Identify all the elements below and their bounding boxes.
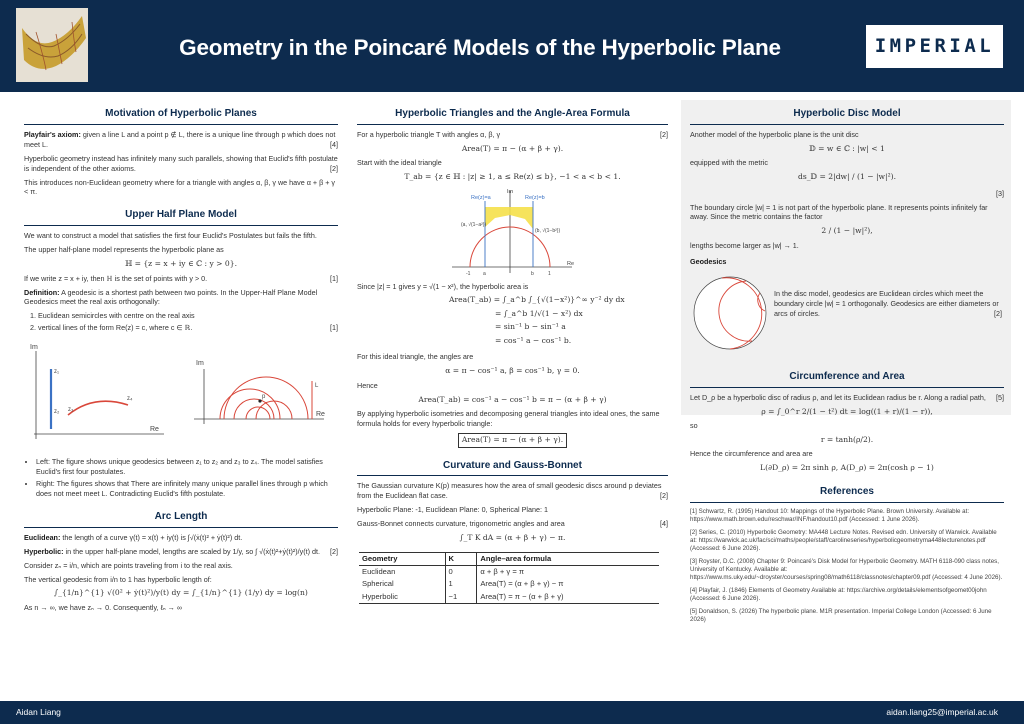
triangles-paragraph: Since |z| = 1 gives y = √(1 − x²), the hyperbolic area is	[357, 281, 529, 291]
column-left	[24, 100, 338, 617]
circumference-title: Circumference and Area	[690, 363, 1004, 388]
column-middle	[357, 100, 668, 604]
table-cell: −1	[445, 591, 477, 604]
table-cell: Area(T) = π − (α + β + γ)	[477, 591, 659, 604]
rho-equation: ρ = ∫_0^r 2/(1 − t²) dt = log((1 + r)/(1 − r)),	[761, 406, 933, 416]
citation: [2]	[330, 546, 338, 556]
reference-item: [4] Playfair, J. (1846) Elements of Geometry Available at: https://archive.org/details/elementsofgeomet00john (Accessed: 6 June 2026).	[690, 587, 987, 603]
final-formula-box	[357, 433, 668, 447]
list-item: 1. Euclidean semicircles with centre on the real axis	[38, 311, 338, 321]
geodesics-paragraph	[774, 289, 1002, 319]
geodesic-list	[24, 311, 338, 333]
circumference-area-equation: L(∂D_ρ) = 2π sinh ρ, A(D_ρ) = 2π(cosh ρ − 1)	[760, 463, 934, 473]
disc-paragraph: lengths become larger as |w| → 1.	[690, 240, 799, 250]
fig-re-label: Re	[150, 426, 159, 434]
uhp-title: Upper Half Plane Model	[24, 201, 338, 226]
geodesics-subtitle: Geodesics	[690, 256, 727, 266]
reference-item: [3] Royster, D.C. (2008) Chapter 9: Poincaré's Disk Model for Hyperbolic Geometry. MATH 6118-090 class notes, University of Kentucky. Available at: https://www.ms.uky.edu/~droyster/courses/spring08/math6118/classnotes/chapter09.pdf (Accessed: 4 June 2026).	[690, 557, 1003, 582]
citation: [2]	[994, 308, 1002, 318]
triangles-title: Hyperbolic Triangles and the Angle-Area Formula	[357, 100, 668, 125]
disc-paragraph: equipped with the metric	[690, 158, 768, 168]
arc-equation: ∫_{1/n}^{1} √(0² + ẏ(t)²)/y(t) dy = ∫_{1/n}^{1} (1/y) dy = log(n)	[54, 588, 308, 598]
hyperbolic-paragraph	[24, 547, 338, 557]
uhp-paragraph	[24, 274, 338, 284]
angles-equation: α = π − cos⁻¹ a, β = cos⁻¹ b, γ = 0.	[445, 366, 580, 376]
ideal-triangle-equation: T_ab = {z ∈ ℍ : |z| ≥ 1, a ≤ Re(z) ≤ b}, −1 < a < b < 1.	[404, 172, 621, 182]
fig-z4-label: z₄	[127, 396, 133, 403]
derivation-line: Area(T_ab) = ∫_a^b ∫_{√(1−x²)}^∞ y⁻² dy dx	[449, 295, 625, 305]
fig-im-label: Im	[507, 188, 514, 195]
fig-b-label: b	[531, 270, 534, 277]
geodesics-text: In the disc model, geodesics are Euclidean circles which meet the boundary circle |w| = 1 orthogonally. Geodesics are either diameters or arcs of circles.	[774, 288, 999, 318]
playfair-paragraph	[24, 130, 338, 150]
arc-paragraph: As n → ∞, we have zₙ → 0. Consequently, ℓₙ → ∞	[24, 602, 182, 612]
euclidean-label: Euclidean:	[24, 532, 61, 542]
fig-z1-label: z₁	[54, 369, 60, 376]
circumference-text: Let D_ρ be a hyperbolic disc of radius ρ, and let its Euclidean radius be r. Along a radial path,	[690, 392, 986, 402]
disc-paragraph: The boundary circle |w| = 1 is not part of the hyperbolic plane. It represents points infinitely far away. Since the metric contains the factor	[690, 202, 988, 222]
list-item: • Left: The figure shows unique geodesics between z₁ to z₂ and z₃ to z₄. The model satisfies Euclid's first four postulates.	[36, 457, 338, 477]
figure-notes	[24, 457, 338, 499]
area-formula: Area(T) = π − (α + β + γ).	[461, 143, 564, 153]
uhp-equation: ℍ = {z = x + iy ∈ ℂ : y > 0}.	[124, 259, 237, 269]
fig-z3-label: z₃	[68, 407, 74, 414]
citation: [2]	[330, 163, 338, 173]
table-row	[359, 591, 659, 604]
disc-geodesics-figure	[690, 271, 770, 355]
curvature-paragraph	[357, 519, 668, 529]
arc-length-title: Arc Length	[24, 503, 338, 528]
uhp-paragraph: We want to construct a model that satisfies the first four Euclid's Postulates but fails the fifth.	[24, 231, 317, 241]
motivation-text: Hyperbolic geometry instead has infinitely many such parallels, showing that Euclid's fifth postulate is independent of the other axioms.	[24, 153, 338, 173]
reference-item: [1] Schwartz, R. (1995) Handout 10: Mappings of the Hyperbolic Plane. Brown University. Available at: https://www.math.brown.edu/reschwar/INF/handout10.pdf (Accessed: 1 June 2026).	[690, 507, 970, 523]
table-cell: Area(T) = (α + β + γ) − π	[477, 578, 659, 590]
euclidean-paragraph	[24, 533, 338, 543]
disc-model-title: Hyperbolic Disc Model	[690, 100, 1004, 125]
fig-im-label: Im	[30, 344, 38, 352]
fig-l-label: L	[315, 383, 319, 390]
table-header-row	[359, 552, 659, 565]
table-row	[359, 566, 659, 579]
citation: [2]	[660, 491, 668, 501]
table-cell: Hyperbolic	[359, 591, 445, 604]
so-text: so	[690, 420, 698, 430]
hyperbolic-label: Hyperbolic:	[24, 546, 64, 556]
arc-paragraph: The vertical geodesic from i/n to 1 has hyperbolic length of:	[24, 574, 212, 584]
triangles-text: For a hyperbolic triangle T with angles α, β, γ	[357, 129, 501, 139]
fig-pa-label: (a, √(1−a²))	[461, 221, 487, 228]
gauss-bonnet-equation: ∫_T K dA = (α + β + γ) − π.	[459, 533, 566, 543]
table-row	[359, 578, 659, 590]
hyperbolic-text: in the upper half-plane model, lengths are scaled by 1/y, so ∫ √(ẋ(t)²+ẏ(t)²)/y(t) dt.	[65, 546, 320, 556]
citation: [3]	[996, 188, 1004, 198]
citation: [4]	[660, 519, 668, 529]
disc-equation: 𝔻 = w ∈ ℂ : |w| < 1	[809, 143, 885, 153]
table-cell: Spherical	[362, 579, 394, 589]
triangles-paragraph: Start with the ideal triangle	[357, 158, 442, 168]
area-derivation	[357, 295, 668, 346]
table-header: Geometry	[359, 552, 445, 565]
list-item: • Right: The figures shows that There are infinitely many unique parallel lines through p which does not meet meet L. Contradicting Euclid's fifth postulate.	[36, 479, 338, 499]
table-header: K	[445, 552, 477, 565]
hence-text: Hence	[357, 380, 378, 390]
hence-equation: Area(T_ab) = cos⁻¹ a − cos⁻¹ b = π − (α + β + γ)	[418, 394, 607, 404]
poster-title: Geometry in the Poincaré Models of the Hyperbolic Plane	[179, 35, 781, 60]
fig-pb-label: (b, √(1−b²))	[535, 227, 561, 234]
citation: [2]	[660, 129, 668, 139]
table-header: Angle–area formula	[477, 552, 659, 565]
saddle-surface-image	[16, 8, 88, 82]
reference-item: [5] Donaldson, S. (2026) The hyperbolic plane. M1R presentation. Imperial College London (Accessed: 6 June 2026)	[690, 608, 992, 624]
geometry-table	[359, 552, 659, 605]
triangles-paragraph: For this ideal triangle, the angles are	[357, 352, 474, 362]
citation: [4]	[330, 139, 338, 149]
poster-header	[0, 0, 1024, 92]
fig-z2-label: z₂	[54, 409, 60, 416]
uhp-geodesics-figure	[24, 339, 338, 451]
curvature-paragraph: Hyperbolic Plane: -1, Euclidean Plane: 0, Spherical Plane: 1	[357, 505, 548, 515]
definition-text: A geodesic is a shortest path between two points. In the Upper-Half Plane Model Geodesics meet the real axis orthogonally:	[24, 287, 318, 307]
triangles-paragraph	[357, 130, 668, 140]
final-formula: Area(T) = π − (α + β + γ).	[458, 433, 567, 447]
euclidean-text: the length of a curve γ(t) = x(t) + iy(t) is ∫√(ẋ(t)² + ẏ(t)²) dt.	[62, 532, 243, 542]
factor-equation: 2 / (1 − |w|²),	[821, 226, 873, 236]
fig-a-label: a	[483, 270, 486, 277]
column-right	[690, 100, 1004, 629]
author-email[interactable]: aidan.liang25@imperial.ac.uk	[886, 707, 998, 717]
list-item	[38, 323, 338, 333]
citation: [5]	[996, 392, 1004, 402]
fig-p-label: p	[262, 394, 266, 401]
fig-m1-label: -1	[466, 270, 471, 277]
curvature-paragraph	[357, 481, 668, 501]
r-equation: r = tanh(ρ/2).	[820, 434, 874, 444]
motivation-title: Motivation of Hyperbolic Planes	[24, 100, 338, 125]
imperial-logo: IMPERIAL	[866, 25, 1003, 68]
fig-one-label: 1	[548, 270, 551, 277]
motivation-paragraph	[24, 154, 338, 174]
references-title: References	[690, 478, 1004, 503]
reference-item: [2] Series, C. (2010) Hyperbolic Geometry: MA448 Lecture Notes. Revised edn. University of Warwick. Available at: https://warwick.ac.uk/fac/sci/maths/people/staff/carolineseries/hyperbolicgeometryma448lecturenotes.pdf (Accessed: 6 June 2026).	[690, 528, 997, 552]
metric-equation: ds_𝔻 = 2|dw| / (1 − |w|²).	[797, 172, 897, 182]
fig-re-label: Re	[567, 260, 575, 267]
author-name: Aidan Liang	[16, 707, 61, 717]
citation: [1]	[330, 273, 338, 283]
curvature-text: Gauss-Bonnet connects curvature, trigonometric angles and area	[357, 519, 565, 529]
fig-re-label: Re	[316, 411, 325, 419]
curvature-title: Curvature and Gauss-Bonnet	[357, 452, 668, 477]
citation: [1]	[330, 323, 338, 333]
ideal-triangle-figure	[357, 187, 668, 279]
fig-im-label: Im	[196, 360, 204, 368]
arc-paragraph: Consider zₙ = i/n, which are points traveling from i to the real axis.	[24, 560, 233, 570]
table-cell: Euclidean	[362, 567, 396, 576]
table-cell: α + β + γ = π	[477, 566, 659, 579]
derivation-line: = sin⁻¹ b − sin⁻¹ a	[495, 322, 566, 332]
list-item-text: vertical lines of the form Re(z) = c, where c ∈ ℝ.	[38, 323, 193, 333]
table-cell: 1	[445, 578, 477, 590]
geodesics-block	[690, 271, 1004, 355]
disc-paragraph: Another model of the hyperbolic plane is the unit disc	[690, 129, 859, 139]
poster-footer	[0, 701, 1024, 724]
motivation-paragraph: This introduces non-Euclidean geometry where for a triangle with angles α, β, γ we have α + β + γ < π.	[24, 177, 336, 197]
definition-paragraph	[24, 288, 338, 308]
uhp-text: If we write z = x + iy, then ℍ is the set of points with y > 0.	[24, 273, 208, 283]
curvature-text: The Gaussian curvature K(p) measures how the area of small geodesic discs around p deviates from the Euclidean flat case.	[357, 481, 662, 501]
fig-reb-label: Re(z)=b	[525, 194, 545, 201]
playfair-text: given a line L and a point p ∉ L, there is a unique line through p which does not meet L.	[24, 129, 336, 149]
derivation-line: = ∫_a^b 1/√(1 − x²) dx	[495, 308, 583, 318]
playfair-label: Playfair's axiom:	[24, 129, 81, 139]
triangles-paragraph: By applying hyperbolic isometries and decomposing general triangles into ideal ones, the same formula holds for every hyperbolic triangle:	[357, 409, 660, 429]
circumference-paragraph: Hence the circumference and area are	[690, 449, 813, 459]
fig-rea-label: Re(z)=a	[471, 194, 491, 201]
references-list	[690, 508, 1004, 625]
circumference-paragraph	[690, 393, 1004, 403]
table-cell: 0	[445, 566, 477, 579]
uhp-paragraph: The upper half-plane model represents the hyperbolic plane as	[24, 245, 224, 255]
definition-label: Definition:	[24, 287, 60, 297]
derivation-line: = cos⁻¹ a − cos⁻¹ b.	[495, 335, 572, 345]
